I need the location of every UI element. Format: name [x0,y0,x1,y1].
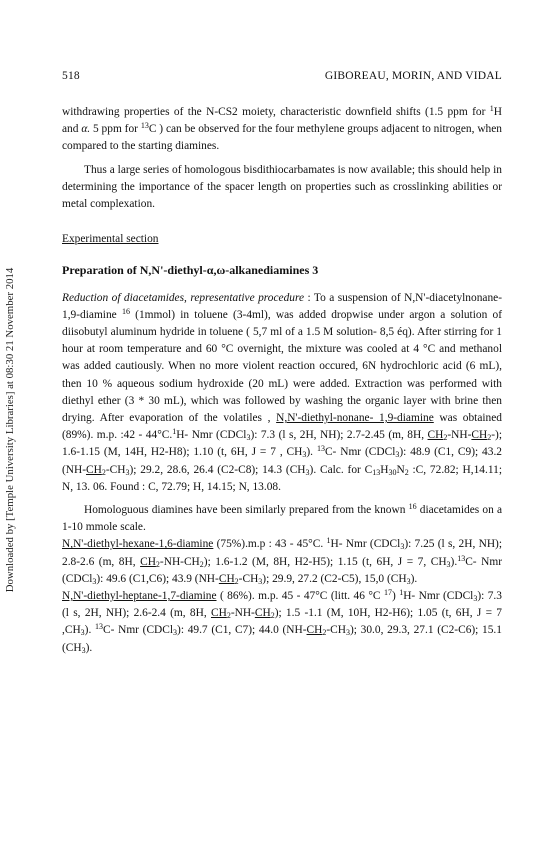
text: -); 1.6-1.15 (M, 14H, H2-H8); 1.10 (t, 6H, J = 7 , CH [62,429,502,459]
subscript: 2 [155,559,160,569]
text: -CH [238,572,259,585]
subscript: 3 [92,576,97,586]
text: was obtained (89%). m.p. :42 - 44°C. [62,412,502,442]
subscript: 3 [81,645,86,655]
paragraph-homologous-series: Thus a large series of homologous bisdithiocarbamates is now available; this should help in determining the importance of the spacer length on properties such as crosslinking abilities or metal complexation. [62,163,502,211]
text: H [380,463,389,476]
subscript: 2 [270,611,275,621]
superscript: 13 [457,553,466,563]
reference-marker: 17 [383,588,392,598]
subscript: 3 [258,576,263,586]
text: ( 86%). m.p. 45 - 47°C (litt. 46 °C [216,590,384,603]
alpha-symbol: α. [81,123,91,136]
text: ). Calc. for C [309,463,373,476]
text: C- Nmr (CDCl [324,446,396,459]
superscript: 1 [399,588,404,598]
text: ): 7.3 (l s, 2H, NH); 2.6-2.4 (m, 8H, [62,590,502,620]
subscript: 3 [305,467,310,477]
superscript: 1 [326,536,331,546]
subscript: 3 [346,628,350,638]
subscript: 2 [226,611,231,621]
text: -NH- [230,607,255,620]
text: Homologuous diamines have been similarly prepared from the known [84,504,409,517]
text: CH [86,463,102,476]
subscript: 30 [388,467,397,477]
subscript: 3 [246,433,251,443]
text: :C, 72.82; H,14.11; N, 13. 06. Found : C, 72.79; H, 14.15; N, 13.08. [62,463,502,493]
text: CH [306,624,323,637]
subscript: 2 [199,559,204,569]
text: (75%).m.p : 43 - 45°C. [213,538,327,551]
article-body [62,104,502,657]
subscript: 3 [80,628,85,638]
compound-name: N,N'-diethyl-heptane-1,7-diamine [62,590,217,603]
subscript: 2 [487,433,492,443]
text: ); 29.2, 28.6, 26.4 (C2-C8); 14.3 (CH [129,463,306,476]
text: H and [62,106,502,136]
text: ): 7.25 (l s, 2H, NH); 2.8-2.6 (m, 8H, [62,538,503,568]
text: : To a suspension of N,N'-diacetylnonane-1,9-diamine [62,291,502,321]
text: ). [410,572,418,585]
compound-name: N,N'-diethyl-hexane-1,6-diamine [62,538,214,551]
text: ). [85,641,93,654]
text: ); 30.0, 29.3, 27.1 (C2-C6); 15.1 (CH [62,624,502,654]
text: C- Nmr (CDCl [62,555,502,585]
text: 5 ppm for [90,123,141,136]
reference-marker: 16 [121,306,130,316]
text: H- Nmr (CDCl [330,538,401,551]
text: C- Nmr (CDCl [103,624,174,637]
subscript: 2 [322,628,327,638]
paragraph-shifts [62,104,502,156]
subscript: 2 [404,467,409,477]
text: -NH-CH [159,555,200,568]
subscript: 3 [473,594,478,604]
subscript: 3 [400,542,405,552]
text: (1mmol) in toluene (3-4ml), was added dropwise under argon a solution of diisobutyl aluminum hydride in toluene ( 5,7 ml of a 1.5 M solution- 8,5 éq). After stirring for 1 hour at room temperature and 60 °C overnight, the mixture was cooled at 4 °C and methanol was added cautiously. When no more violent reaction occured, 6N hydrochloric acid (6 mL), then 10 % aqueous sodium hydroxide (20 mL) were added. Extraction was performed with diethyl ether (3 * 30 mL), which was followed by washing the organic layer with brine then drying. After evaporation of the volatiles , [62,308,502,425]
subscript: 3 [446,559,451,569]
reference-marker: 16 [408,502,417,512]
procedure-lead: Reduction of diacetamides, representative procedure [62,291,305,304]
text: CH [471,429,488,442]
text: ): 7.3 (l s, 2H, NH); 2.7-2.45 (m, 8H, [250,429,428,442]
compound-name: N,N'-diethyl-nonane- 1,9-diamine [276,412,434,425]
subscript: 3 [395,450,400,460]
subscript: 2 [101,467,106,477]
superscript: 13 [316,444,325,454]
subscript: 2 [443,433,448,443]
text: ); 1.6-1.2 (M, 8H, H2-H5); 1.15 (t, 6H, J = 7, CH [203,555,447,568]
text: ); 1.5 -1.1 (M, 10H, H2-H6); 1.05 (t, 6H, J = 7 ,CH [62,607,502,637]
text: -NH- [447,429,472,442]
text: withdrawing properties of the N-CS2 moiety, characteristic downfield shifts (1.5 ppm for [62,106,490,118]
text: H- Nmr (CDCl [403,590,474,603]
text: ): 49.6 (C1,C6); 43.9 (NH- [96,572,219,585]
running-authors: GIBOREAU, MORIN, AND VIDAL [324,70,502,82]
text: C ) can be observed for the four methylene groups adjacent to nitrogen, when compared to the starting diamines. [62,123,503,153]
text: ) [391,590,400,603]
subscript: 3 [406,576,411,586]
text: CH [210,607,227,620]
subscript: 13 [372,467,381,477]
subsection-title: Preparation of N,N'-diethyl-α,ω-alkanediamines 3 [62,263,319,278]
superscript: 1 [172,427,177,437]
superscript: 13 [140,121,149,131]
superscript: 1 [489,104,494,113]
text: CH [254,607,271,620]
subscript: 3 [173,628,178,638]
subscript: 3 [125,467,130,477]
text: ); 29.9, 27.2 (C2-C5), 15,0 (CH [262,572,407,585]
paragraph-procedure [62,290,502,496]
subscript: 2 [234,576,239,586]
text: ). [306,446,317,459]
text: ). [450,555,458,568]
section-title: Experimental section [62,233,159,246]
download-watermark-text: Downloaded by [Temple University Libraries] at 08:30 21 November 2014 [4,267,16,593]
text: H- Nmr (CDCl [176,429,247,442]
text: N [396,463,405,476]
text: ): 49.7 (C1, C7); 44.0 (NH- [177,624,307,637]
paragraph-hexane-diamine [62,536,502,588]
download-watermark [2,210,18,650]
text: CH [218,572,235,585]
paragraph-heptane-diamine [62,588,502,657]
text: ). [84,624,96,637]
text: CH [140,555,156,568]
text: CH [427,429,444,442]
superscript: 13 [95,622,104,632]
page-number: 518 [62,70,80,82]
text: ): 48.9 (C1, C9); 43.2 (NH- [62,446,502,476]
subscript: 3 [302,450,307,460]
text: diacetamides on a 1-10 mmole scale. [62,504,502,534]
text: -CH [105,463,126,476]
text: -CH [326,624,346,637]
paragraph-homologous-diamines [62,502,502,536]
